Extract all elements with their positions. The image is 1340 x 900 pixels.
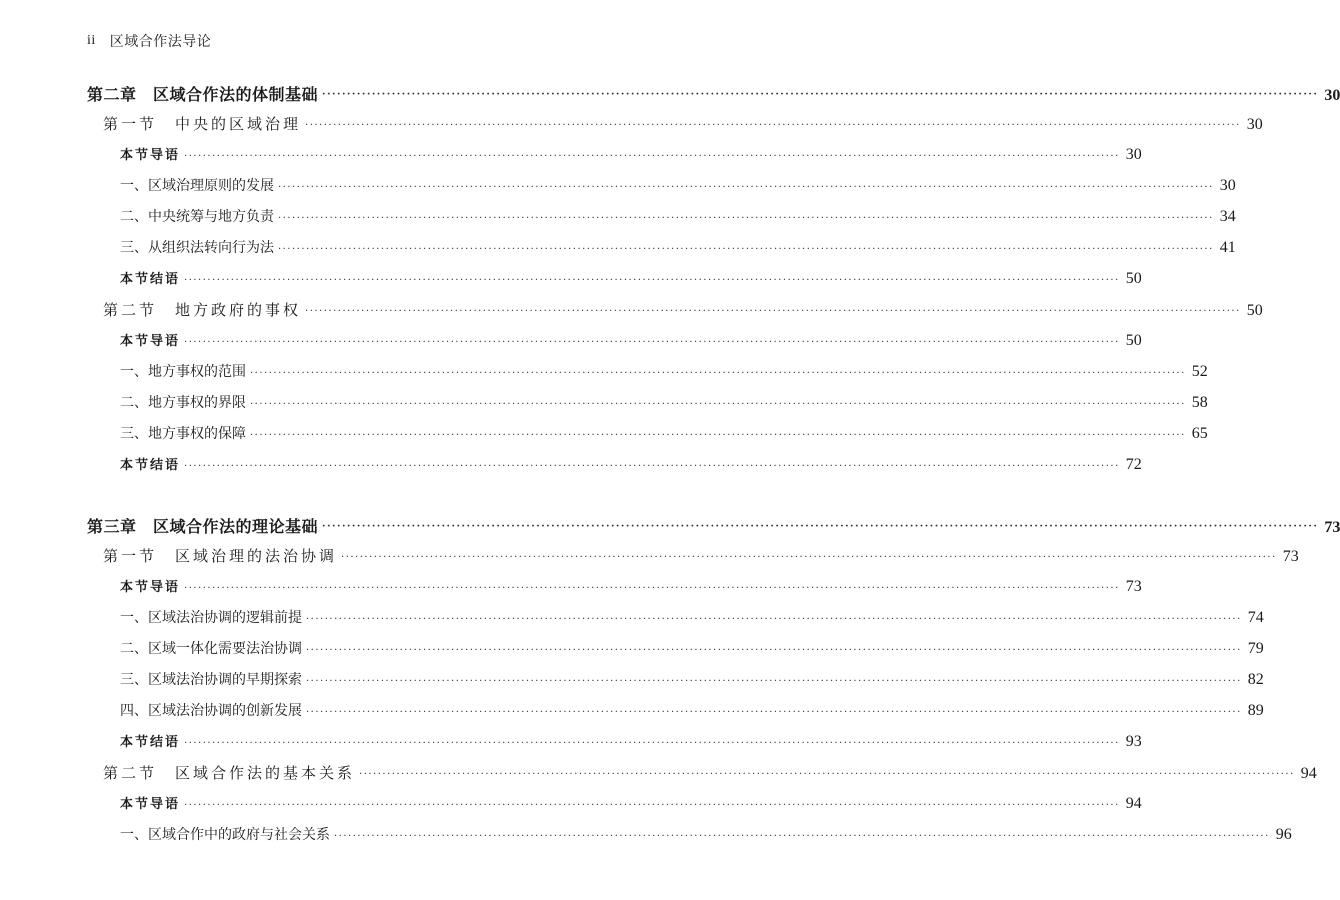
toc-entry-page: 73 [1324,519,1340,536]
dot-leader: ········································································································································································································ [305,306,1241,317]
toc-entry-title: 二、中央统筹与地方负责 [120,209,274,225]
toc-entry-page: 96 [1275,826,1292,843]
toc-entry-title: 本节导语 [120,148,181,163]
toc-section-3-2[interactable] [103,762,1317,784]
dot-leader: ········································································································································································································ [305,120,1241,131]
dot-leader: ········································································································································································································ [184,337,1120,348]
toc-item[interactable] [120,361,1208,383]
toc-item[interactable] [120,423,1208,445]
toc-section-2-1[interactable] [103,113,1263,135]
toc-section-2-2[interactable] [103,299,1263,321]
dot-leader: ········································································································································································································ [278,182,1214,193]
toc-entry-title: 三、从组织法转向行为法 [120,240,274,256]
toc-entry-page: 50 [1125,332,1142,349]
running-head-title: 区域合作法导论 [109,34,212,50]
toc-entry-page: 94 [1300,765,1317,782]
toc-entry-title: 一、地方事权的范围 [120,364,246,380]
toc-entry-title: 第二章 区域合作法的体制基础 [87,85,319,104]
dot-leader: ········································································································································································································ [278,244,1214,255]
dot-leader: ········································································································································································································ [250,399,1186,410]
toc-item[interactable] [120,731,1142,753]
toc-item[interactable] [120,700,1264,722]
toc-entry-page: 30 [1219,177,1236,194]
toc-entry-title: 第一节 中央的区域治理 [103,115,302,133]
toc-item[interactable] [120,206,1236,228]
toc-entry-page: 50 [1246,302,1263,319]
toc-entry-page: 30 [1324,87,1340,104]
toc-item[interactable] [120,237,1236,259]
toc-entry-page: 65 [1191,425,1208,442]
toc-entry-page: 30 [1246,116,1263,133]
toc-entry-title: 第一节 区域治理的法治协调 [103,547,338,565]
toc-entry-page: 50 [1125,270,1142,287]
toc-entry-page: 79 [1247,640,1264,657]
dot-leader: ········································································································································································································ [359,769,1295,780]
toc-section-3-1[interactable] [103,545,1299,567]
toc-entry-title: 一、区域合作中的政府与社会关系 [120,827,330,843]
toc-entry-page: 52 [1191,363,1208,380]
toc-entry-title: 本节导语 [120,334,181,349]
toc-entry-title: 第二节 区域合作法的基本关系 [103,764,356,782]
toc-entry-page: 72 [1125,456,1142,473]
toc-entry-title: 本节结语 [120,735,181,750]
toc-entry-page: 82 [1247,671,1264,688]
dot-leader: ········································································································································································································ [306,676,1242,687]
toc-item[interactable] [120,576,1142,598]
toc-entry-title: 本节结语 [120,458,181,473]
dot-leader: ········································································································································································································ [322,521,1319,532]
toc-entry-page: 41 [1219,239,1236,256]
toc-entry-title: 一、区域法治协调的逻辑前提 [120,610,302,626]
toc-entry-title: 本节导语 [120,580,181,595]
toc-entry-title: 三、地方事权的保障 [120,426,246,442]
toc-chapter-2[interactable] [87,82,1340,104]
toc-entry-title: 四、区域法治协调的创新发展 [120,703,302,719]
toc-item[interactable] [120,638,1264,660]
dot-leader: ········································································································································································································ [184,151,1120,162]
toc-item[interactable] [120,330,1142,352]
dot-leader: ········································································································································································································ [184,800,1120,811]
toc-entry-page: 93 [1125,733,1142,750]
toc-item[interactable] [120,793,1142,815]
toc-item[interactable] [120,175,1236,197]
dot-leader: ········································································································································································································ [184,461,1120,472]
toc-entry-page: 73 [1282,548,1299,565]
toc-item[interactable] [120,454,1142,476]
toc-entry-title: 二、区域一体化需要法治协调 [120,641,302,657]
toc-entry-page: 74 [1247,609,1264,626]
toc-item[interactable] [120,144,1142,166]
dot-leader: ········································································································································································································ [278,213,1214,224]
dot-leader: ········································································································································································································ [250,368,1186,379]
dot-leader: ········································································································································································································ [250,430,1186,441]
toc-entry-page: 58 [1191,394,1208,411]
toc-item[interactable] [120,268,1142,290]
toc-entry-title: 第三章 区域合作法的理论基础 [87,517,319,536]
toc-item[interactable] [120,607,1264,629]
dot-leader: ········································································································································································································ [184,583,1120,594]
dot-leader: ········································································································································································································ [334,831,1270,842]
toc-entry-title: 一、区域治理原则的发展 [120,178,274,194]
toc-entry-title: 三、区域法治协调的早期探索 [120,672,302,688]
toc-item[interactable] [120,392,1208,414]
toc-item[interactable] [120,824,1292,846]
toc-entry-title: 本节导语 [120,797,181,812]
dot-leader: ········································································································································································································ [322,89,1319,100]
page-folio: ii [87,33,96,48]
toc-item[interactable] [120,669,1264,691]
toc-entry-title: 第二节 地方政府的事权 [103,301,302,319]
dot-leader: ········································································································································································································ [184,275,1120,286]
toc-entry-page: 73 [1125,578,1142,595]
dot-leader: ········································································································································································································ [184,738,1120,749]
toc-entry-page: 94 [1125,795,1142,812]
toc-entry-title: 本节结语 [120,272,181,287]
toc-entry-page: 34 [1219,208,1236,225]
toc-chapter-3[interactable] [87,514,1340,536]
toc-entry-page: 30 [1125,146,1142,163]
dot-leader: ········································································································································································································ [306,645,1242,656]
dot-leader: ········································································································································································································ [341,552,1277,563]
toc-entry-page: 89 [1247,702,1264,719]
dot-leader: ········································································································································································································ [306,614,1242,625]
dot-leader: ········································································································································································································ [306,707,1242,718]
toc-entry-title: 二、地方事权的界限 [120,395,246,411]
